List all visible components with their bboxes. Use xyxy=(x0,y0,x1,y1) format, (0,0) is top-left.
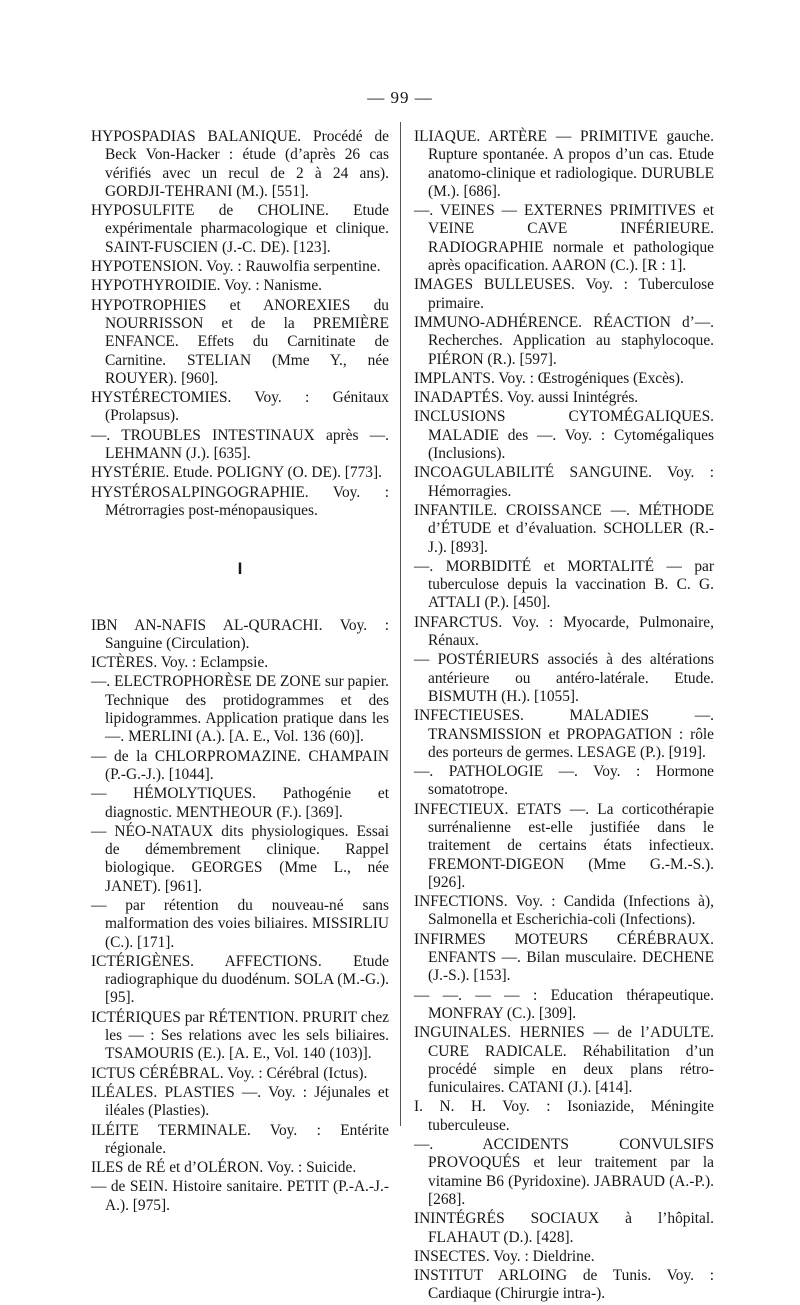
index-entry: — —. — — : Education thérapeutique. MONFRAY (C.). [309]. xyxy=(414,986,714,1022)
index-entry: ILÉITE TERMINALE. Voy. : Entérite régionale. xyxy=(91,1121,389,1157)
index-entry: I. N. H. Voy. : Isoniazide, Méningite tuberculeuse. xyxy=(414,1098,714,1134)
index-entry: ICTÈRES. Voy. : Eclampsie. xyxy=(91,654,269,672)
index-entry: —. ELECTROPHORÈSE DE ZONE sur papier. Technique des protidogrammes et des lipidogrammes. Application pratique dans les —. MERLINI (A.). [A. E., Vol. 136 (60)]. xyxy=(91,673,389,746)
section-letter: I xyxy=(237,559,243,579)
right-column xyxy=(414,128,714,1305)
index-entry: INSECTES. Voy. : Dieldrine. xyxy=(414,1247,595,1265)
index-entry: —. MORBIDITÉ et MORTALITÉ — par tuberculose depuis la vaccination B. C. G. ATTALI (P.). [450]. xyxy=(414,557,714,612)
index-entry: — HÉMOLYTIQUES. Pathogénie et diagnostic. MENTHEOUR (F.). [369]. xyxy=(91,785,389,821)
index-entry: INFECTIONS. Voy. : Candida (Infections à), Salmonella et Escherichia-coli (Infections). xyxy=(414,893,714,929)
index-entry: —. ACCIDENTS CONVULSIFS PROVOQUÉS et leur traitement par la vitamine B6 (Pyridoxine). JABRAUD (A.-P.). [268]. xyxy=(414,1136,714,1208)
index-entry: HYSTÉRIE. Etude. POLIGNY (O. DE). [773]. xyxy=(91,464,382,482)
index-entry: HYPOSPADIAS BALANIQUE. Procédé de Beck Von-Hacker : étude (d’après 26 cas vérifiés avec un recul de 2 à 24 ans). GORDJI-TEHRANI (M.). [551]. xyxy=(91,128,389,200)
index-entry: IMPLANTS. Voy. : Œstrogéniques (Excès). xyxy=(414,369,684,387)
column-divider xyxy=(400,122,401,1126)
index-entry: — de SEIN. Histoire sanitaire. PETIT (P.-A.-J.-A.). [975]. xyxy=(91,1178,389,1214)
index-entry: IMAGES BULLEUSES. Voy. : Tuberculose primaire. xyxy=(414,276,714,312)
index-entry: —. TROUBLES INTESTINAUX après —. LEHMANN (J.). [635]. xyxy=(91,426,389,463)
index-entry: ININTÉGRÉS SOCIAUX à l’hôpital. FLAHAUT (D.). [428]. xyxy=(414,1210,714,1246)
index-entry: — de la CHLORPROMAZINE. CHAMPAIN (P.-G.-J.). [1044]. xyxy=(91,747,389,783)
index-entry: IMMUNO-ADHÉRENCE. RÉACTION d’—. Recherches. Application au staphylocoque. PIÉRON (R.). [597]. xyxy=(414,313,714,368)
index-entry: HYSTÉROSALPINGOGRAPHIE. Voy. : Métrorragies post-ménopausiques. xyxy=(91,483,389,519)
index-entry: HYSTÉRECTOMIES. Voy. : Génitaux (Prolapsus). xyxy=(91,389,389,425)
index-entry: ILÉALES. PLASTIES —. Voy. : Jéjunales et iléales (Plasties). xyxy=(91,1083,389,1120)
index-entry: — POSTÉRIEURS associés à des altérations antérieure ou antéro-latérale. Etude. BISMUTH (H.). [1055]. xyxy=(414,651,714,705)
page-number: — 99 — xyxy=(367,88,433,107)
index-entry: INGUINALES. HERNIES — de l’ADULTE. CURE RADICALE. Réhabilitation d’un procédé simple en deux plans rétro-funiculaires. CATANI (J.). [414]. xyxy=(414,1024,714,1097)
index-entry: —. VEINES — EXTERNES PRIMITIVES et VEINE CAVE INFÉRIEURE. RADIOGRAPHIE normale et pathologique après opacification. AARON (C.). [R : 1]. xyxy=(414,202,714,275)
index-entry: ICTÉRIQUES par RÉTENTION. PRURIT chez les — : Ses relations avec les sels biliaires. TSAMOURIS (E.). [A. E., Vol. 140 (103)]. xyxy=(91,1008,389,1063)
index-entry: INCLUSIONS CYTOMÉGALIQUES. MALADIE des —. Voy. : Cytomégaliques (Inclusions). xyxy=(414,408,714,463)
index-entry: IBN AN-NAFIS AL-QURACHI. Voy. : Sanguine (Circulation). xyxy=(91,616,389,652)
index-entry: ICTÉRIGÈNES. AFFECTIONS. Etude radiographique du duodénum. SOLA (M.-G.). [95]. xyxy=(91,952,389,1007)
index-entry: HYPOTENSION. Voy. : Rauwolfia serpentine. xyxy=(91,258,381,276)
index-entry: INFECTIEUX. ETATS —. La corticothérapie surrénalienne est-elle justifiée dans le traitement de certains états infectieux. FREMONT-DIGEON (Mme G.-M.-S.). [926]. xyxy=(414,800,714,891)
index-entry: INSTITUT ARLOING de Tunis. Voy. : Cardiaque (Chirurgie intra-). xyxy=(414,1267,714,1303)
index-entry: INFANTILE. CROISSANCE —. MÉTHODE d’ÉTUDE et d’évaluation. SCHOLLER (R.-J.). [893]. xyxy=(414,501,714,556)
index-entry: HYPOSULFITE de CHOLINE. Etude expérimentale pharmacologique et clinique. SAINT-FUSCIEN (J.-C. DE). [123]. xyxy=(91,202,389,256)
index-entry: ICTUS CÉRÉBRAL. Voy. : Cérébral (Ictus). xyxy=(91,1064,368,1082)
index-entry: HYPOTROPHIES et ANOREXIES du NOURRISSON et de la PREMIÈRE ENFANCE. Effets du Carnitinate de Carnitine. STELIAN (Mme Y., née ROUYER). [960]. xyxy=(91,296,389,387)
index-entry: ILES de RÉ et d’OLÉRON. Voy. : Suicide. xyxy=(91,1159,357,1177)
index-entry: — NÉO-NATAUX dits physiologiques. Essai de démembrement clinique. Rappel biologique. GEORGES (Mme L., née JANET). [961]. xyxy=(91,822,389,895)
index-entry: INFIRMES MOTEURS CÉRÉBRAUX. ENFANTS —. Bilan musculaire. DECHENE (J.-S.). [153]. xyxy=(414,930,714,985)
index-entry: — par rétention du nouveau-né sans malformation des voies biliaires. MISSIRLIU (C.). [171]. xyxy=(91,896,389,951)
index-entry: —. PATHOLOGIE —. Voy. : Hormone somatotrope. xyxy=(414,763,714,799)
index-entry: INFARCTUS. Voy. : Myocarde, Pulmonaire, Rénaux. xyxy=(414,613,714,650)
index-entry: ILIAQUE. ARTÈRE — PRIMITIVE gauche. Rupture spontanée. A propos d’un cas. Etude anatomo-clinique et radiologique. DURUBLE (M.). [686]. xyxy=(414,128,714,200)
index-entry: INADAPTÉS. Voy. aussi Inintégrés. xyxy=(414,389,639,407)
index-entry: INCOAGULABILITÉ SANGUINE. Voy. : Hémorragies. xyxy=(414,464,714,500)
index-entry: INFECTIEUSES. MALADIES —. TRANSMISSION et PROPAGATION : rôle des porteurs de germes. LESAGE (P.). [919]. xyxy=(414,707,714,761)
left-column xyxy=(91,128,389,1216)
index-entry: HYPOTHYROIDIE. Voy. : Nanisme. xyxy=(91,277,322,295)
